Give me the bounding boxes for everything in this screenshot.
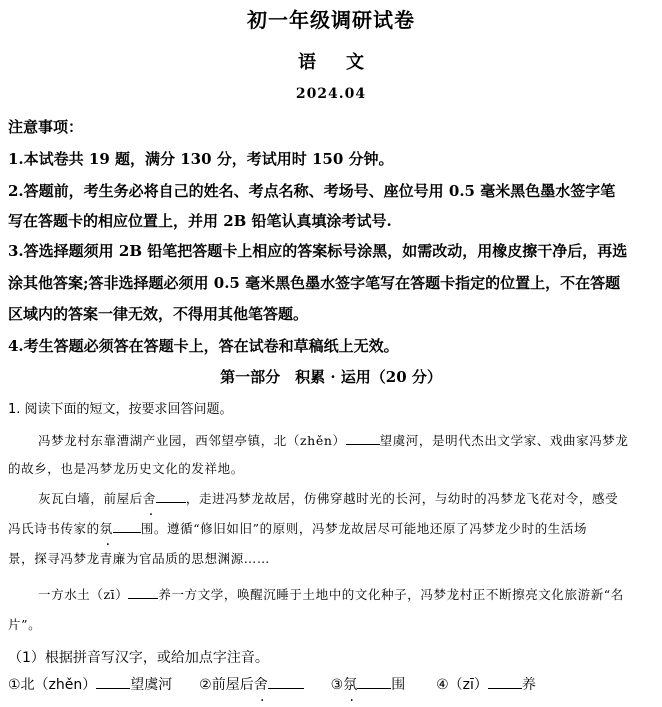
passage-line: 景，探寻冯梦龙青廉为官品质的思想渊源…… xyxy=(8,551,271,566)
answer-line: ①北（zhěn） 望虞河 ②前屋后舍 ③氛 围 ④（zī） 养 xyxy=(8,674,658,694)
passage-line: 片”。 xyxy=(8,617,42,632)
notice-line: 2.答题前，考生务必将自己的姓名、考点名称、考场号、座位号用 0.5 毫米黑色墨水签字笔 xyxy=(8,182,616,200)
notice-line: 写在答题卡的相应位置上，并用 2B 铅笔认真填涂考试号. xyxy=(8,212,392,230)
answer-blank[interactable] xyxy=(357,674,391,689)
dotted-char: 舍 xyxy=(142,491,156,506)
notice-heading: 注意事项： xyxy=(8,118,84,136)
passage-line: 冯氏诗书传家的氛 围。遵循“修旧如旧”的原则，冯梦龙故居尽可能地还原了冯梦龙少时的生活场 xyxy=(8,518,658,537)
passage-line: 灰瓦白墙，前屋后舍 ，走进冯梦龙故居，仿佛穿越时光的长河，与幼时的冯梦龙飞花对令，感受 xyxy=(38,488,662,507)
answer-blank[interactable] xyxy=(96,674,130,689)
section-heading: 第一部分 积累 · 运用（20 分） xyxy=(220,368,442,386)
notice-line: 4.考生答题必须答在答题卡上，答在试卷和草稿纸上无效。 xyxy=(8,337,399,355)
exam-date: 2024.04 xyxy=(295,86,367,102)
passage-line: 冯梦龙村东靠漕湖产业园，西邻望亭镇，北（zhěn） 望虞河，是明代杰出文学家、戏曲家冯梦龙 xyxy=(38,430,662,449)
exam-title: 初一年级调研试卷 xyxy=(247,8,415,32)
notice-line: 区域内的答案一律无效，不得用其他笔答题。 xyxy=(8,305,309,323)
notice-line: 1.本试卷共 19 题，满分 130 分，考试用时 150 分钟。 xyxy=(8,150,394,168)
dotted-char: 氛 xyxy=(99,521,113,536)
fill-blank xyxy=(346,430,380,445)
passage-line: 一方水土（zī） 养一方文学，唤醒沉睡于土地中的文化种子，冯梦龙村正不断擦亮文化旅游新“名 xyxy=(38,584,662,603)
passage-line: 的故乡，也是冯梦龙历史文化的发祥地。 xyxy=(8,461,244,476)
answer-blank[interactable] xyxy=(268,674,304,689)
sub-question: （1）根据拼音写汉字，或给加点字注音。 xyxy=(8,650,269,666)
dotted-char: 氛 xyxy=(343,677,358,693)
subject-title: 语文 xyxy=(298,52,394,73)
question-prompt: 1. 阅读下面的短文，按要求回答问题。 xyxy=(8,402,233,417)
answer-blank[interactable] xyxy=(488,674,522,689)
dotted-char: 舍 xyxy=(253,677,268,693)
fill-blank xyxy=(156,488,186,503)
notice-line: 涂其他答案;答非选择题必须用 0.5 毫米黑色墨水签字笔写在答题卡指定的位置上，不在答题 xyxy=(8,274,621,292)
notice-line: 3.答选择题须用 2B 铅笔把答题卡上相应的答案标号涂黑，如需改动，用橡皮擦干净后，再选 xyxy=(8,242,628,260)
fill-blank xyxy=(128,584,158,599)
fill-blank xyxy=(113,518,141,533)
